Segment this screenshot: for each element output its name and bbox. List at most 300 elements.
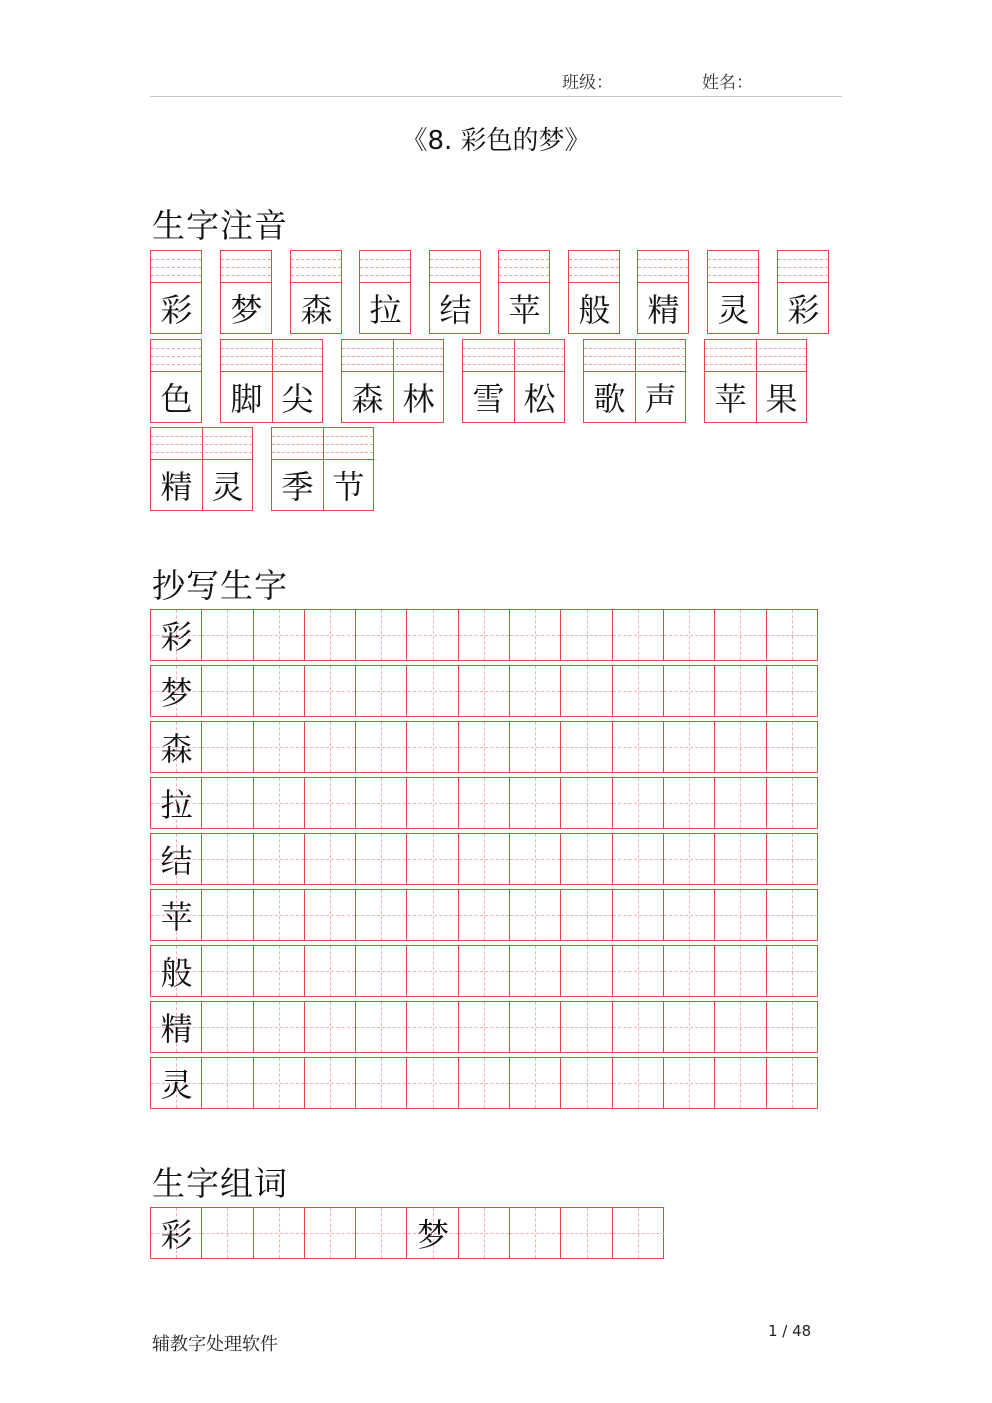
tianzi-cell[interactable] — [613, 946, 664, 996]
tianzi-cell[interactable] — [767, 666, 818, 716]
hanzi-char: 拉 — [369, 291, 402, 329]
tianzi-cell[interactable] — [715, 778, 766, 828]
hanzi-char: 森 — [300, 291, 333, 329]
tianzi-cell[interactable] — [561, 778, 612, 828]
pinyin-guide-line — [151, 364, 201, 365]
hanzi-char: 灵 — [211, 468, 244, 506]
tianzi-cell[interactable] — [510, 1058, 561, 1108]
pinyin-guide-line — [499, 259, 549, 260]
pinyin-guide-line — [221, 267, 271, 268]
tianzi-cell[interactable] — [510, 778, 561, 828]
tianzi-cell[interactable] — [613, 1208, 664, 1258]
tianzi-cell[interactable] — [305, 722, 356, 772]
cell-guide-horizontal — [305, 1083, 355, 1084]
tianzi-cell[interactable] — [767, 1058, 818, 1108]
pinyin-guide-line — [778, 259, 828, 260]
tianzi-cell[interactable] — [408, 1058, 459, 1108]
tianzi-cell[interactable] — [561, 834, 612, 884]
hanzi-char: 林 — [402, 380, 435, 418]
cell-guide-horizontal — [202, 635, 252, 636]
hanzi-char: 拉 — [160, 786, 193, 824]
pinyin-writing-lines[interactable] — [151, 251, 201, 283]
tianzi-cell[interactable] — [510, 890, 561, 940]
copy-grid-row[interactable] — [150, 777, 818, 829]
tianzi-cell[interactable] — [613, 666, 664, 716]
tianzi-cell[interactable] — [767, 890, 818, 940]
cell-guide-horizontal — [356, 1233, 406, 1234]
copy-grid-row[interactable] — [150, 665, 818, 717]
hanzi-char: 彩 — [160, 291, 193, 329]
tianzi-cell[interactable] — [767, 610, 818, 660]
tianzi-cell[interactable] — [767, 778, 818, 828]
tianzi-cell[interactable] — [561, 946, 612, 996]
tianzi-cell[interactable] — [305, 1208, 356, 1258]
tianzi-cell[interactable] — [459, 1208, 510, 1258]
copy-grid-row[interactable] — [150, 721, 818, 773]
tianzi-cell[interactable] — [305, 946, 356, 996]
tianzi-cell[interactable] — [202, 834, 253, 884]
pinyin-box[interactable] — [220, 339, 323, 423]
tianzi-cell[interactable] — [510, 1208, 561, 1258]
copy-grid-row[interactable] — [150, 1207, 664, 1259]
cell-guide-horizontal — [767, 691, 818, 692]
pinyin-guide-line — [638, 267, 688, 268]
pinyin-guide-line — [221, 275, 271, 276]
cell-guide-horizontal — [510, 1083, 560, 1084]
tianzi-cell[interactable] — [202, 1002, 253, 1052]
tianzi-cell[interactable] — [202, 610, 253, 660]
tianzi-cell[interactable] — [408, 722, 459, 772]
tianzi-cell[interactable] — [202, 722, 253, 772]
cell-guide-horizontal — [767, 1027, 818, 1028]
tianzi-cell[interactable] — [356, 610, 407, 660]
hanzi-char: 般 — [578, 291, 611, 329]
name-label: 姓名： — [702, 73, 753, 93]
hanzi-char: 般 — [160, 954, 193, 992]
pinyin-guide-line — [291, 267, 341, 268]
cell-guide-horizontal — [561, 747, 611, 748]
tianzi-cell[interactable] — [510, 946, 561, 996]
pinyin-guide-line — [291, 259, 341, 260]
hanzi-char: 苹 — [714, 380, 747, 418]
tianzi-cell[interactable] — [459, 1002, 510, 1052]
tianzi-cell[interactable] — [305, 666, 356, 716]
tianzi-cell[interactable] — [459, 890, 510, 940]
tianzi-cell[interactable] — [202, 946, 253, 996]
footer-software: 辅教字处理软件 — [152, 1334, 278, 1355]
tianzi-cell[interactable] — [613, 1058, 664, 1108]
hanzi-char: 尖 — [281, 380, 314, 418]
cell-guide-horizontal — [664, 635, 714, 636]
tianzi-cell[interactable] — [561, 610, 612, 660]
cell-guide-horizontal — [715, 1083, 765, 1084]
tianzi-cell[interactable] — [510, 666, 561, 716]
tianzi-cell[interactable] — [408, 946, 459, 996]
tianzi-cell[interactable] — [715, 1058, 766, 1108]
tianzi-cell[interactable] — [510, 722, 561, 772]
hanzi-char: 彩 — [787, 291, 820, 329]
cell-guide-horizontal — [254, 859, 304, 860]
tianzi-cell[interactable] — [356, 722, 407, 772]
cell-guide-horizontal — [408, 1027, 458, 1028]
tianzi-cell[interactable] — [767, 1002, 818, 1052]
tianzi-cell[interactable] — [254, 1208, 305, 1258]
tianzi-cell[interactable] — [408, 1002, 459, 1052]
pinyin-writing-lines[interactable] — [499, 251, 549, 283]
tianzi-cell[interactable] — [664, 834, 715, 884]
pinyin-guide-line — [708, 275, 758, 276]
cell-guide-horizontal — [767, 635, 818, 636]
hanzi-char: 结 — [439, 291, 472, 329]
hanzi-char: 季 — [281, 468, 314, 506]
hanzi-char: 色 — [160, 380, 193, 418]
cell-guide-horizontal — [613, 635, 663, 636]
cell-guide-horizontal — [356, 635, 406, 636]
tianzi-cell[interactable] — [356, 1058, 407, 1108]
hanzi-char: 精 — [160, 468, 193, 506]
pinyin-writing-lines[interactable] — [291, 251, 341, 283]
tianzi-cell[interactable] — [459, 722, 510, 772]
tianzi-cell[interactable] — [715, 666, 766, 716]
tianzi-cell[interactable] — [305, 890, 356, 940]
cell-guide-horizontal — [767, 747, 818, 748]
cell-guide-horizontal — [408, 971, 458, 972]
tianzi-cell[interactable] — [561, 1058, 612, 1108]
pinyin-box[interactable] — [359, 250, 411, 334]
tianzi-cell[interactable] — [356, 666, 407, 716]
cell-guide-horizontal — [459, 1233, 509, 1234]
pinyin-writing-lines[interactable] — [221, 251, 271, 283]
cell-guide-horizontal — [767, 971, 818, 972]
cell-guide-horizontal — [715, 971, 765, 972]
tianzi-cell[interactable] — [459, 1058, 510, 1108]
cell-guide-horizontal — [305, 691, 355, 692]
tianzi-cell[interactable] — [254, 834, 305, 884]
cell-guide-horizontal — [202, 1233, 252, 1234]
tianzi-cell[interactable] — [202, 1058, 253, 1108]
tianzi-cell[interactable] — [254, 946, 305, 996]
tianzi-cell[interactable] — [202, 666, 253, 716]
tianzi-cell[interactable] — [356, 1208, 407, 1258]
cell-guide-horizontal — [715, 915, 765, 916]
cell-guide-horizontal — [408, 859, 458, 860]
cell-guide-horizontal — [356, 1083, 406, 1084]
cell-guide-horizontal — [613, 803, 663, 804]
copy-grid-row[interactable] — [150, 889, 818, 941]
cell-guide-horizontal — [356, 691, 406, 692]
cell-guide-horizontal — [664, 1027, 714, 1028]
cell-guide-horizontal — [767, 915, 818, 916]
tianzi-cell[interactable] — [408, 778, 459, 828]
tianzi-cell[interactable] — [664, 722, 715, 772]
cell-guide-horizontal — [613, 971, 663, 972]
tianzi-cell[interactable] — [664, 1058, 715, 1108]
copy-grid-row[interactable] — [150, 833, 818, 885]
tianzi-cell[interactable] — [356, 834, 407, 884]
cell-guide-horizontal — [356, 915, 406, 916]
tianzi-cell[interactable] — [715, 890, 766, 940]
cell-guide-horizontal — [408, 803, 458, 804]
pinyin-guide-line — [708, 267, 758, 268]
pinyin-box[interactable] — [290, 250, 342, 334]
cell-guide-horizontal — [459, 1027, 509, 1028]
tianzi-cell[interactable] — [459, 778, 510, 828]
tianzi-cell[interactable] — [664, 946, 715, 996]
cell-guide-horizontal — [664, 1083, 714, 1084]
tianzi-cell[interactable] — [767, 946, 818, 996]
pinyin-box[interactable] — [498, 250, 550, 334]
tianzi-cell[interactable] — [459, 666, 510, 716]
tianzi-cell[interactable] — [613, 778, 664, 828]
tianzi-cell[interactable] — [254, 722, 305, 772]
tianzi-cell[interactable] — [305, 834, 356, 884]
cell-guide-horizontal — [561, 1233, 611, 1234]
cell-guide-horizontal — [305, 803, 355, 804]
cell-guide-horizontal — [459, 635, 509, 636]
tianzi-cell[interactable] — [767, 722, 818, 772]
cell-guide-horizontal — [305, 635, 355, 636]
cell-guide-horizontal — [613, 1083, 663, 1084]
pinyin-guide-line — [151, 356, 201, 357]
cell-guide-horizontal — [561, 635, 611, 636]
tianzi-cell[interactable] — [459, 610, 510, 660]
hanzi-char: 森 — [160, 730, 193, 768]
cell-guide-horizontal — [715, 1027, 765, 1028]
cell-guide-horizontal — [305, 859, 355, 860]
tianzi-cell[interactable] — [202, 1208, 253, 1258]
tianzi-cell[interactable] — [254, 1002, 305, 1052]
tianzi-cell[interactable] — [202, 890, 253, 940]
pinyin-guide-line — [430, 275, 480, 276]
cell-guide-horizontal — [305, 915, 355, 916]
cell-guide-horizontal — [613, 1027, 663, 1028]
pinyin-guide-line — [499, 267, 549, 268]
tianzi-cell[interactable] — [561, 1002, 612, 1052]
section-heading-pinyin: 生字注音 — [152, 206, 288, 245]
cell-guide-horizontal — [202, 1027, 252, 1028]
tianzi-cell[interactable] — [408, 834, 459, 884]
cell-guide-horizontal — [510, 1233, 560, 1234]
hanzi-char: 歌 — [593, 380, 626, 418]
tianzi-cell[interactable] — [408, 610, 459, 660]
cell-guide-horizontal — [202, 747, 252, 748]
copy-grid-row[interactable] — [150, 609, 818, 661]
pinyin-guide-line — [708, 259, 758, 260]
hanzi-char: 苹 — [160, 898, 193, 936]
pinyin-writing-lines[interactable] — [151, 340, 201, 372]
tianzi-cell[interactable] — [613, 722, 664, 772]
pinyin-writing-lines[interactable] — [708, 251, 758, 283]
pinyin-box[interactable] — [341, 339, 444, 423]
tianzi-cell[interactable] — [254, 610, 305, 660]
cell-guide-horizontal — [459, 691, 509, 692]
pinyin-guide-line — [430, 267, 480, 268]
pinyin-guide-line — [499, 275, 549, 276]
pinyin-box[interactable] — [150, 250, 202, 334]
pinyin-guide-line — [778, 275, 828, 276]
cell-guide-horizontal — [767, 803, 818, 804]
pinyin-writing-lines[interactable] — [778, 251, 828, 283]
hanzi-char: 梦 — [230, 291, 263, 329]
pinyin-guide-line — [151, 259, 201, 260]
cell-guide-horizontal — [510, 1027, 560, 1028]
pinyin-box[interactable] — [150, 339, 202, 423]
cell-guide-horizontal — [715, 635, 765, 636]
hanzi-char: 彩 — [160, 618, 193, 656]
tianzi-cell[interactable] — [715, 834, 766, 884]
tianzi-cell[interactable] — [356, 1002, 407, 1052]
cell-guide-horizontal — [356, 803, 406, 804]
pinyin-guide-line — [569, 267, 619, 268]
pinyin-box[interactable] — [583, 339, 686, 423]
tianzi-cell[interactable] — [202, 778, 253, 828]
tianzi-cell[interactable] — [459, 946, 510, 996]
cell-guide-horizontal — [767, 1083, 818, 1084]
header-divider — [150, 96, 842, 97]
tianzi-cell[interactable] — [664, 666, 715, 716]
tianzi-cell[interactable] — [613, 834, 664, 884]
tianzi-cell[interactable] — [715, 946, 766, 996]
pinyin-guide-line — [151, 267, 201, 268]
pinyin-box[interactable] — [220, 250, 272, 334]
pinyin-box[interactable] — [637, 250, 689, 334]
hanzi-char: 精 — [647, 291, 680, 329]
pinyin-guide-line — [360, 259, 410, 260]
tianzi-cell[interactable] — [715, 1002, 766, 1052]
cell-guide-horizontal — [664, 747, 714, 748]
cell-guide-horizontal — [202, 1083, 252, 1084]
tianzi-cell[interactable] — [459, 834, 510, 884]
tianzi-cell[interactable] — [767, 834, 818, 884]
cell-guide-horizontal — [356, 1027, 406, 1028]
tianzi-cell[interactable] — [408, 666, 459, 716]
tianzi-cell[interactable] — [254, 778, 305, 828]
tianzi-cell[interactable] — [356, 778, 407, 828]
pinyin-guide-line — [638, 259, 688, 260]
hanzi-char: 结 — [160, 842, 193, 880]
hanzi-char: 声 — [644, 380, 677, 418]
pinyin-box[interactable] — [707, 250, 759, 334]
tianzi-cell[interactable] — [664, 890, 715, 940]
pinyin-guide-line — [360, 267, 410, 268]
tianzi-cell[interactable] — [305, 778, 356, 828]
tianzi-cell[interactable] — [305, 1058, 356, 1108]
pinyin-box[interactable] — [568, 250, 620, 334]
cell-guide-horizontal — [202, 971, 252, 972]
tianzi-cell[interactable] — [561, 666, 612, 716]
copy-grid-row[interactable] — [150, 945, 818, 997]
tianzi-cell[interactable] — [561, 1208, 612, 1258]
cell-guide-horizontal — [254, 1027, 304, 1028]
hanzi-char: 苹 — [508, 291, 541, 329]
tianzi-cell[interactable] — [664, 778, 715, 828]
hanzi-char: 彩 — [160, 1216, 193, 1254]
pinyin-writing-lines[interactable] — [360, 251, 410, 283]
cell-guide-horizontal — [254, 915, 304, 916]
tianzi-cell[interactable] — [715, 610, 766, 660]
pinyin-writing-lines[interactable] — [430, 251, 480, 283]
tianzi-cell[interactable] — [305, 1002, 356, 1052]
tianzi-cell[interactable] — [510, 834, 561, 884]
hanzi-char: 灵 — [160, 1066, 193, 1104]
pinyin-box[interactable] — [429, 250, 481, 334]
pinyin-box[interactable] — [150, 427, 253, 511]
cell-guide-horizontal — [305, 747, 355, 748]
cell-guide-horizontal — [459, 971, 509, 972]
cell-guide-horizontal — [561, 1027, 611, 1028]
cell-guide-horizontal — [305, 1027, 355, 1028]
pinyin-box[interactable] — [777, 250, 829, 334]
pinyin-box[interactable] — [462, 339, 565, 423]
tianzi-cell[interactable] — [715, 722, 766, 772]
hanzi-char: 森 — [351, 380, 384, 418]
tianzi-cell[interactable] — [664, 610, 715, 660]
cell-guide-horizontal — [715, 803, 765, 804]
tianzi-cell[interactable] — [254, 666, 305, 716]
pinyin-writing-lines[interactable] — [638, 251, 688, 283]
cell-guide-horizontal — [561, 971, 611, 972]
cell-guide-horizontal — [254, 971, 304, 972]
tianzi-cell[interactable] — [613, 890, 664, 940]
cell-guide-horizontal — [408, 1083, 458, 1084]
pinyin-guide-line — [221, 259, 271, 260]
cell-guide-horizontal — [613, 859, 663, 860]
cell-guide-horizontal — [715, 747, 765, 748]
tianzi-cell[interactable] — [305, 610, 356, 660]
pinyin-box[interactable] — [704, 339, 807, 423]
tianzi-cell[interactable] — [561, 890, 612, 940]
pinyin-box[interactable] — [271, 427, 374, 511]
tianzi-cell[interactable] — [561, 722, 612, 772]
cell-guide-horizontal — [356, 971, 406, 972]
pinyin-guide-line — [151, 275, 201, 276]
cell-guide-horizontal — [356, 859, 406, 860]
pinyin-guide-line — [569, 275, 619, 276]
cell-guide-horizontal — [408, 747, 458, 748]
cell-guide-horizontal — [715, 859, 765, 860]
cell-guide-horizontal — [202, 803, 252, 804]
section-heading-copy: 抄写生字 — [152, 566, 288, 605]
tianzi-cell[interactable] — [510, 1002, 561, 1052]
cell-guide-horizontal — [664, 915, 714, 916]
section-heading-words: 生字组词 — [152, 1164, 288, 1203]
cell-guide-horizontal — [459, 859, 509, 860]
tianzi-cell[interactable] — [254, 890, 305, 940]
tianzi-cell[interactable] — [356, 890, 407, 940]
cell-guide-horizontal — [305, 1233, 355, 1234]
hanzi-char: 脚 — [230, 380, 263, 418]
cell-guide-horizontal — [510, 915, 560, 916]
pinyin-guide-line — [569, 259, 619, 260]
hanzi-char: 雪 — [472, 380, 505, 418]
hanzi-char: 松 — [523, 380, 556, 418]
cell-guide-horizontal — [613, 691, 663, 692]
tianzi-cell[interactable] — [613, 1002, 664, 1052]
cell-guide-horizontal — [459, 1083, 509, 1084]
copy-grid-row[interactable] — [150, 1001, 818, 1053]
tianzi-cell[interactable] — [408, 890, 459, 940]
tianzi-cell[interactable] — [613, 610, 664, 660]
cell-guide-horizontal — [561, 1083, 611, 1084]
pinyin-writing-lines[interactable] — [569, 251, 619, 283]
tianzi-cell[interactable] — [510, 610, 561, 660]
tianzi-cell[interactable] — [254, 1058, 305, 1108]
tianzi-cell[interactable] — [356, 946, 407, 996]
tianzi-cell[interactable] — [664, 1002, 715, 1052]
cell-guide-horizontal — [305, 971, 355, 972]
hanzi-char: 梦 — [160, 674, 193, 712]
copy-grid-row[interactable] — [150, 1057, 818, 1109]
